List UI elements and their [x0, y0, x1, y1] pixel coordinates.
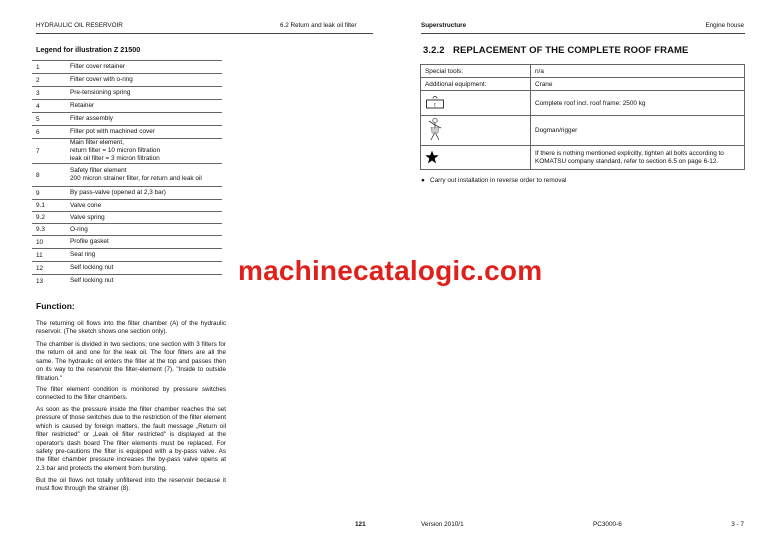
legend-text [66, 200, 222, 212]
paragraph-5: But the oil flows not totally unfiltered into the reservoir because it must flow through the strainer (8). [36, 477, 226, 493]
tools-row [421, 116, 745, 146]
section-heading [423, 45, 689, 56]
left-header-section: 6.2 Return and leak oil filter [280, 22, 357, 29]
legend-number: 5 [32, 113, 66, 126]
legend-number: 9.2 [32, 212, 66, 224]
left-page-number: 121 [355, 521, 366, 528]
paragraph-2: The chamber is divided in two sections; one section with 3 filters for the return oil and one for the leak oil. The four filters are all the same. The hydraulic oil enters the filter at the top and passes then on its way to the reservoir the filter-element (7). "Inside to outside filtration." [36, 341, 226, 382]
tools-label: Special tools: [421, 65, 531, 78]
legend-text [66, 236, 222, 249]
tools-row [421, 65, 745, 78]
tools-value: If there is nothing mentioned explicitly, tighten all bolts according to KOMATSU company standard, refer to section 6.5 on page 6-12. [531, 146, 745, 170]
bullet-icon: ● [421, 177, 425, 184]
legend-text-line: Filter cover retainer [70, 63, 126, 70]
legend-text [66, 139, 222, 164]
legend-row [32, 74, 222, 87]
legend-text-line: Self locking nut [70, 264, 114, 271]
function-title: Function: [36, 301, 75, 311]
legend-text-line: return filter = 10 micron filtration [70, 147, 161, 154]
legend-number: 1 [32, 61, 66, 74]
legend-text-line: leak oil filter = 3 micron filtration [70, 155, 160, 162]
legend-row [32, 262, 222, 275]
tools-value: n/a [531, 65, 745, 78]
legend-text [66, 249, 222, 262]
legend-text-line: O-ring [70, 225, 88, 233]
legend-text-line: Filter pot with machined cover [70, 128, 155, 135]
footer-page: 3 - 7 [731, 521, 744, 528]
legend-text-line: Seal ring [70, 251, 96, 258]
right-header-section: Engine house [705, 22, 744, 29]
bullet-item [421, 177, 566, 184]
legend-text-line: Safety filter element [70, 167, 127, 174]
legend-text-line: Filter cover with o-ring [70, 76, 133, 83]
rigger-icon [425, 117, 447, 143]
paragraph-1: The returning oil flows into the filter chamber (A) of the hydraulic reservoir. (The sketch shows one section only). [36, 320, 226, 336]
legend-row [32, 61, 222, 74]
legend-row [32, 113, 222, 126]
tools-row [421, 91, 745, 116]
legend-text-line: Retainer [70, 102, 95, 109]
legend-text-line: Valve spring [70, 213, 105, 221]
legend-text-line: Profile gasket [70, 238, 109, 245]
legend-row [32, 212, 222, 224]
weight-icon [425, 95, 445, 109]
legend-row [32, 87, 222, 100]
legend-row [32, 126, 222, 139]
tools-row [421, 146, 745, 170]
legend-number: 9.1 [32, 200, 66, 212]
watermark: machinecatalogic.com [238, 255, 543, 286]
legend-text-line: Self locking nut [70, 277, 114, 285]
legend-text [66, 126, 222, 139]
section-number: 3.2.2 [423, 45, 445, 56]
right-header-title: Superstructure [421, 22, 467, 29]
footer-model: PC3000-6 [593, 521, 622, 528]
legend-text [66, 262, 222, 275]
section-title: REPLACEMENT OF THE COMPLETE ROOF FRAME [453, 45, 689, 56]
tools-value: Dogman/rigger [531, 116, 745, 146]
legend-number: 9 [32, 187, 66, 200]
legend-row [32, 187, 222, 200]
legend-row [32, 200, 222, 212]
legend-row [32, 100, 222, 113]
legend-text [66, 74, 222, 87]
legend-row [32, 275, 222, 288]
weight-icon-label: t [434, 102, 436, 109]
legend-text [66, 187, 222, 200]
left-header-rule [36, 33, 373, 34]
tools-value: Crane [531, 78, 745, 91]
star-icon [425, 150, 439, 164]
bullet-text: Carry out installation in reverse order to removal [430, 177, 567, 184]
legend-number: 13 [32, 275, 66, 288]
legend-text-line: Filter assembly [70, 115, 113, 122]
legend-number: 9.3 [32, 224, 66, 236]
legend-text [66, 275, 222, 288]
legend-table [32, 60, 222, 288]
legend-row [32, 164, 222, 187]
paragraph-3: The filter element condition is monitored by pressure switches connected to the filter chambers. [36, 386, 226, 402]
legend-text-line: Pre-tensioning spring [70, 89, 131, 96]
legend-text [66, 61, 222, 74]
legend-row [32, 236, 222, 249]
tools-label: Additional equipment: [421, 78, 531, 91]
legend-text-line: Main filter element, [70, 139, 124, 146]
legend-number: 12 [32, 262, 66, 275]
legend-title: Legend for illustration Z 21500 [36, 45, 141, 54]
tools-value: Complete roof incl. roof frame: 2500 kg [531, 91, 745, 116]
legend-text-line: By pass-valve (opened at 2,3 bar) [70, 189, 166, 196]
legend-row [32, 139, 222, 164]
legend-number: 2 [32, 74, 66, 87]
footer-version: Version 2010/1 [421, 521, 464, 528]
tools-row [421, 78, 745, 91]
paragraph-4: As soon as the pressure inside the filter chamber reaches the set pressure of those switches due to the restriction of the filter element which is caused by foreign matters, the fault message „Return oil filter restricted" or „Leak oil filter restricted" is displayed at the operator's dash board The filter elements must be replaced. For safety pre-cautions the filter is equipped with a by-pass valve. As the filter chamber pressure increases the by-pass valve opens at 2.3 bar and protects the element from bursting. [36, 406, 226, 472]
legend-text [66, 100, 222, 113]
legend-number: 8 [32, 164, 66, 187]
tools-table [420, 64, 745, 170]
legend-text-line: 200 micron strainer filter, for return and leak oil [70, 175, 202, 182]
legend-text [66, 224, 222, 236]
left-header-title: HYDRAULIC OIL RESERVOIR [36, 22, 123, 29]
legend-number: 11 [32, 249, 66, 262]
legend-text [66, 212, 222, 224]
legend-number: 10 [32, 236, 66, 249]
legend-text [66, 87, 222, 100]
legend-text-line: Valve cone [70, 201, 102, 209]
legend-text [66, 164, 222, 187]
legend-number: 6 [32, 126, 66, 139]
legend-row [32, 224, 222, 236]
legend-number: 4 [32, 100, 66, 113]
right-header-rule [421, 33, 745, 34]
legend-row [32, 249, 222, 262]
legend-number: 7 [32, 139, 66, 164]
legend-text [66, 113, 222, 126]
legend-number: 3 [32, 87, 66, 100]
